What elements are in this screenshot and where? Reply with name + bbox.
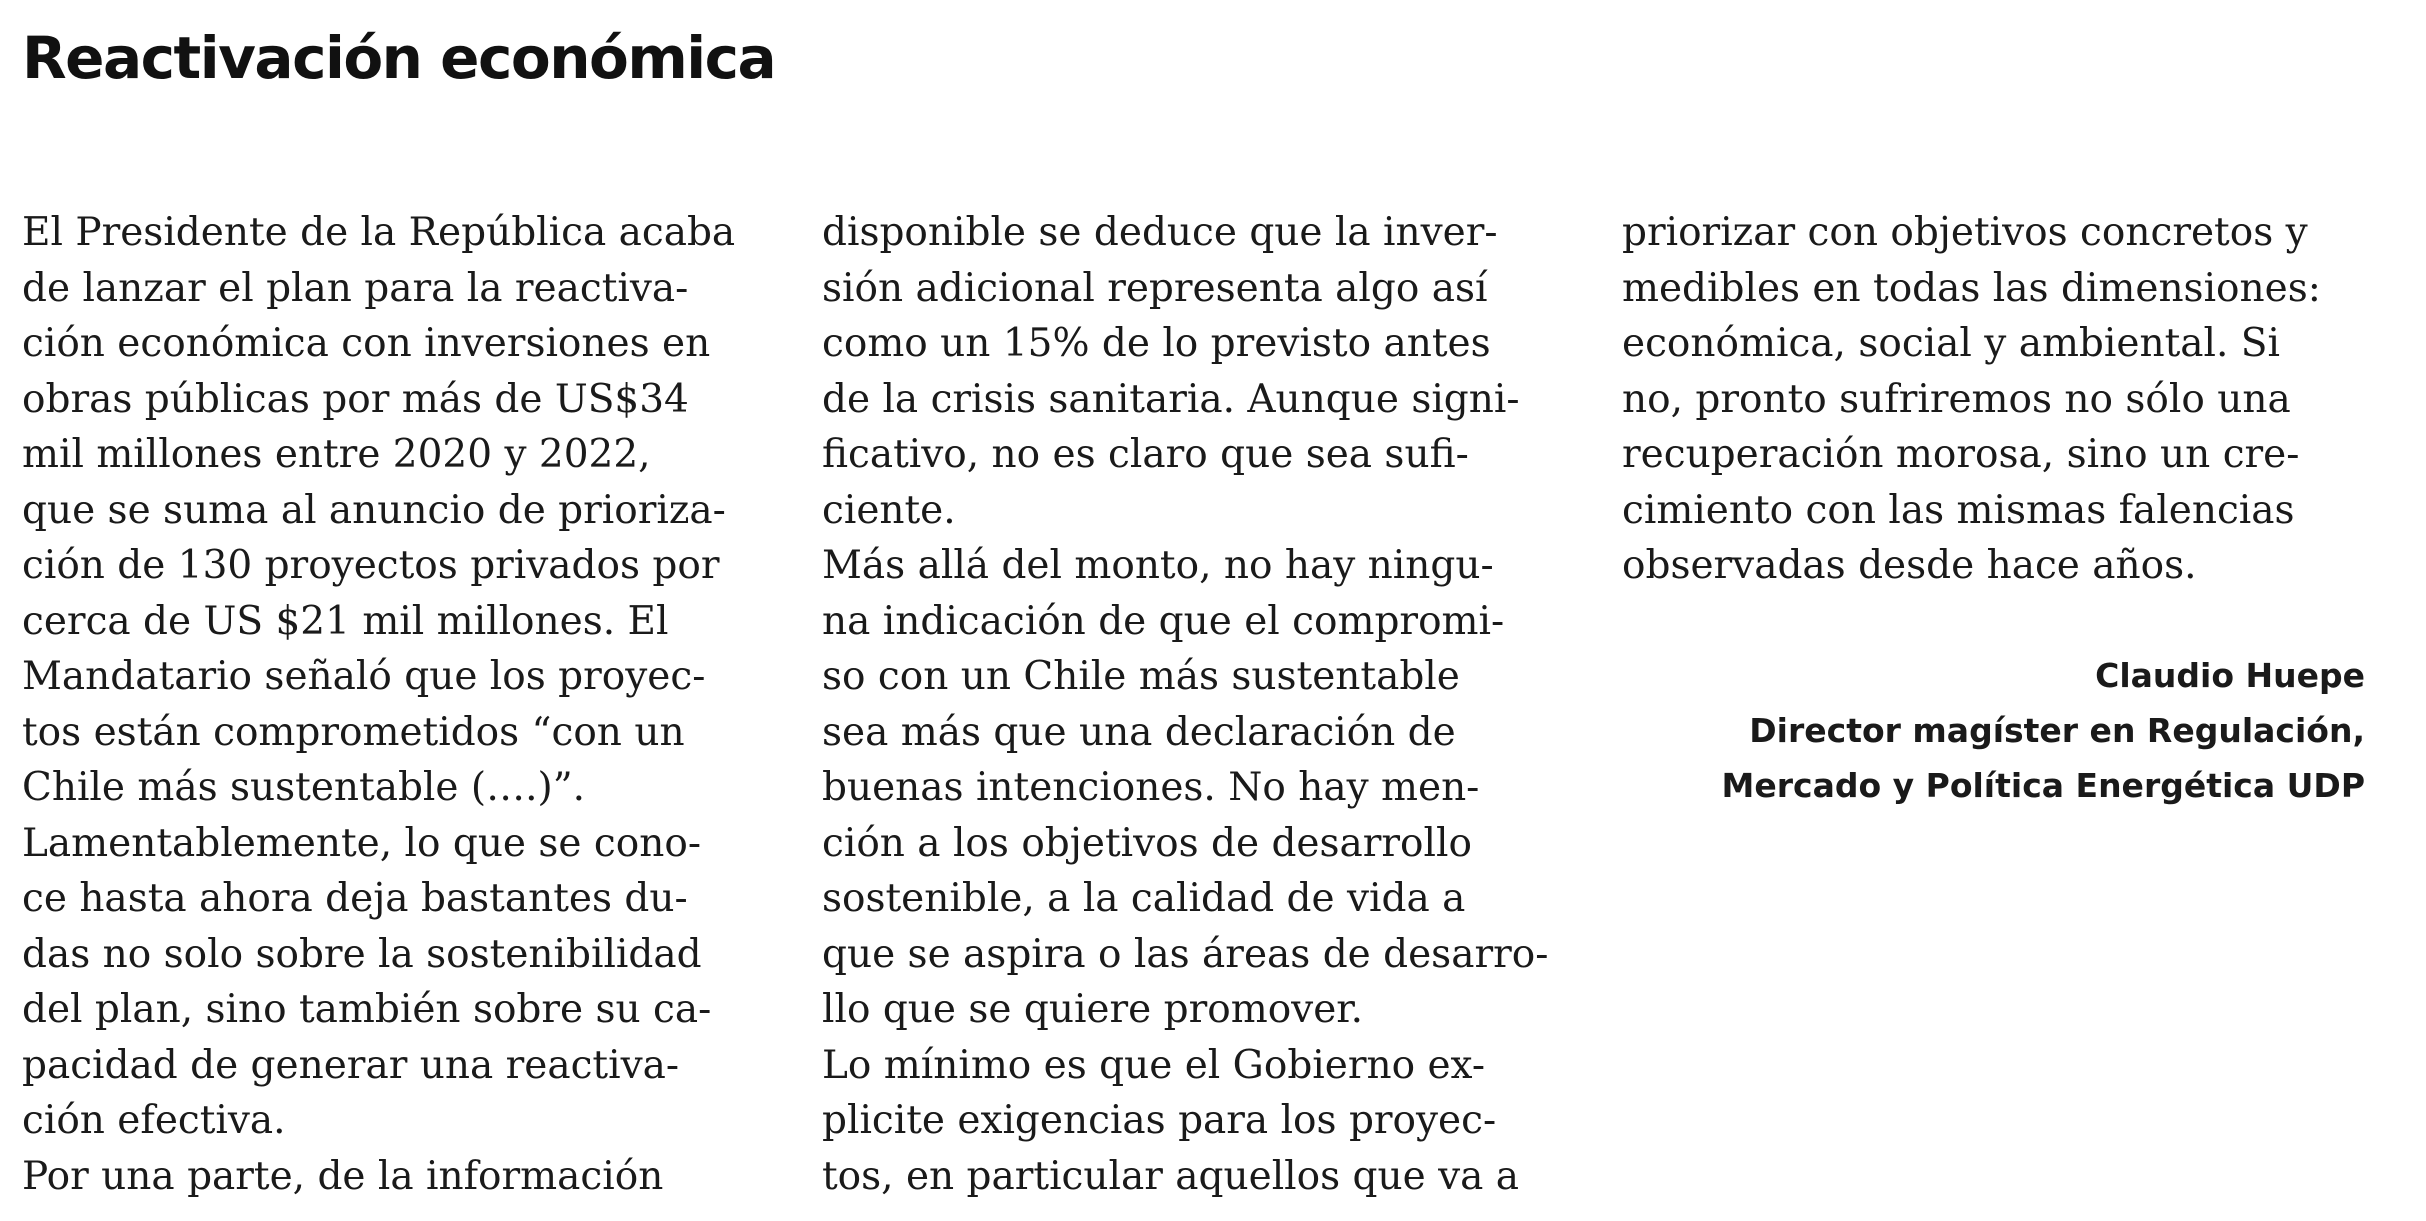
text-line: no, pronto sufriremos no sólo una — [1622, 376, 2291, 422]
text-line: Lo mínimo es que el Gobierno ex- — [822, 1042, 1486, 1088]
text-line: na indicación de que el compromi- — [822, 598, 1505, 644]
article-column-1 — [22, 205, 735, 1204]
text-line: ficativo, no es claro que sea sufi- — [822, 432, 1469, 477]
text-line: cimiento con las mismas falencias — [1622, 487, 2295, 533]
text-line: medibles en todas las dimensiones: — [1622, 265, 2321, 311]
article-column-2 — [822, 205, 1548, 1204]
text-line: buenas intenciones. No hay men- — [822, 765, 1480, 810]
text-line: Chile más sustentable (….)”. — [22, 765, 586, 810]
text-line: ción económica con inversiones en — [22, 321, 711, 366]
text-line: económica, social y ambiental. Si — [1622, 321, 2280, 366]
author-name: Claudio Huepe — [2095, 656, 2365, 695]
text-line: obras públicas por más de US$34 — [22, 376, 689, 422]
text-line: que se suma al anuncio de prioriza- — [22, 487, 726, 533]
text-line: Mandatario señaló que los proyec- — [22, 654, 706, 699]
text-line: tos están comprometidos “con un — [22, 709, 685, 755]
text-line: de lanzar el plan para la reactiva- — [22, 265, 689, 311]
text-line: El Presidente de la República acaba — [22, 210, 736, 255]
article-column-3 — [1622, 205, 2321, 594]
text-line: sión adicional representa algo así — [822, 265, 1488, 311]
text-line: ce hasta ahora deja bastantes du- — [22, 876, 688, 921]
text-line: sea más que una declaración de — [822, 709, 1456, 755]
text-line: disponible se deduce que la inver- — [822, 210, 1498, 255]
text-line: del plan, sino también sobre su ca- — [22, 987, 712, 1032]
text-line: ción efectiva. — [22, 1098, 286, 1143]
text-line: como un 15% de lo previsto antes — [822, 321, 1491, 366]
text-line: observadas desde hace años. — [1622, 543, 2197, 588]
text-line: recuperación morosa, sino un cre- — [1622, 432, 2300, 477]
author-title: Director magíster en Regulación, — [1749, 711, 2365, 750]
text-line: so con un Chile más sustentable — [822, 654, 1460, 699]
text-line: cerca de US $21 mil millones. El — [22, 598, 669, 644]
text-line: ción a los objetivos de desarrollo — [822, 820, 1472, 866]
text-line: Más allá del monto, no hay ningu- — [822, 543, 1494, 588]
text-line: tos, en particular aquellos que va a — [822, 1153, 1520, 1199]
text-line: sostenible, a la calidad de vida a — [822, 876, 1466, 921]
text-line: mil millones entre 2020 y 2022, — [22, 432, 651, 477]
author-affiliation: Mercado y Política Energética UDP — [1721, 766, 2365, 805]
text-line: ciente. — [822, 487, 956, 533]
author-signature — [1722, 648, 2365, 813]
text-line: Por una parte, de la información — [22, 1153, 664, 1199]
text-line: llo que se quiere promover. — [822, 987, 1364, 1032]
text-line: que se aspira o las áreas de desarro- — [822, 931, 1549, 977]
text-line: ción de 130 proyectos privados por — [22, 543, 720, 588]
text-line: Lamentablemente, lo que se cono- — [22, 820, 701, 866]
headline: Reactivación económica — [22, 24, 776, 92]
text-line: priorizar con objetivos concretos y — [1622, 210, 2308, 255]
text-line: de la crisis sanitaria. Aunque signi- — [822, 376, 1520, 422]
text-line: das no solo sobre la sostenibilidad — [22, 931, 702, 977]
text-line: pacidad de generar una reactiva- — [22, 1042, 680, 1088]
text-line: plicite exigencias para los proyec- — [822, 1098, 1497, 1143]
